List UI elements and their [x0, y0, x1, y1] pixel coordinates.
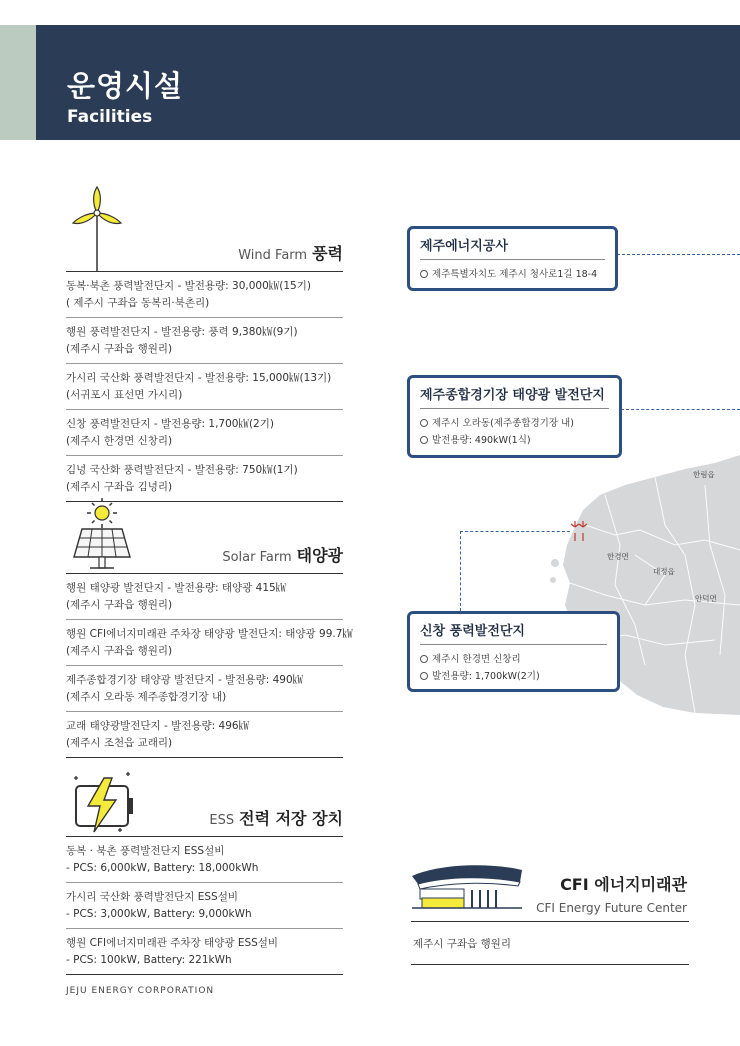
wind-title-en: Wind Farm: [238, 248, 308, 263]
page-title: 운영시설: [67, 69, 184, 103]
cfi-subtitle: CFI Energy Future Center: [536, 901, 687, 915]
card-hq-title: 제주에너지공사: [420, 235, 605, 260]
ess-section: [66, 748, 343, 975]
bullet-icon: [420, 419, 428, 427]
ess-item: [66, 929, 343, 975]
card-stadium-address: 제주시 오라동(제주종합경기장 내): [432, 418, 574, 429]
solar-item-line1: 행원 CFI에너지미래관 주차장 태양광 발전단지: 태양광 99.7㎾: [66, 628, 353, 640]
solar-item: [66, 666, 343, 712]
bullet-icon: [420, 436, 428, 444]
battery-icon: [66, 748, 146, 836]
wind-item-line2: (서귀포시 표선면 가시리): [66, 389, 183, 401]
ess-section-title: [209, 806, 343, 829]
card-sinchang-address: 제주시 한경면 신창리: [432, 654, 521, 665]
ess-item-line2: - PCS: 100kW, Battery: 221kWh: [66, 954, 232, 966]
card-hq: [407, 226, 618, 291]
wind-item-line2: (제주시 구좌읍 김녕리): [66, 481, 173, 493]
solar-item-line2: (제주시 조천읍 교래리): [66, 737, 173, 749]
card-stadium-capacity: 발전용량: 490kW(1식): [432, 435, 531, 446]
ess-item-line1: 가시리 국산화 풍력발전단지 ESS설비: [66, 891, 238, 903]
card-sinchang: [407, 611, 620, 692]
card-stadium: [407, 375, 622, 458]
ess-item-line2: - PCS: 6,000kW, Battery: 18,000kWh: [66, 862, 259, 874]
solar-item-line2: (제주시 오라동 제주종합경기장 내): [66, 691, 227, 703]
wind-item-line1: 동복·북촌 풍력발전단지 - 발전용량: 30,000㎾(15기): [66, 280, 311, 292]
wind-item-line1: 가시리 국산화 풍력발전단지 - 발전용량: 15,000㎾(13기): [66, 372, 332, 384]
solar-section: [66, 485, 353, 758]
wind-turbine-icon: [66, 183, 136, 271]
solar-item: [66, 620, 353, 666]
connector-hq: [617, 254, 740, 255]
connector-sinchang-v: [460, 531, 461, 611]
solar-section-title: [222, 543, 343, 566]
wind-section-header: [66, 183, 343, 272]
map-label-hallim: 한림읍: [693, 470, 715, 479]
ess-item-line1: 동복 · 북촌 풍력발전단지 ESS설비: [66, 845, 225, 857]
ess-item-line1: 행원 CFI에너지미래관 주차장 태양광 ESS설비: [66, 937, 279, 949]
ess-title-en: ESS: [209, 813, 235, 828]
footer-text: JEJU ENERGY CORPORATION: [66, 986, 215, 996]
wind-item: [66, 272, 343, 318]
solar-title-ko: 태양광: [296, 546, 343, 565]
card-sinchang-capacity: 발전용량: 1,700kW(2기): [432, 671, 540, 682]
bullet-icon: [420, 672, 428, 680]
wind-item-line1: 행원 풍력발전단지 - 발전용량: 풍력 9,380㎾(9기): [66, 326, 298, 338]
card-sinchang-line: [420, 651, 607, 668]
solar-item: [66, 574, 343, 620]
connector-stadium: [621, 409, 740, 410]
cfi-building-icon: [408, 862, 526, 910]
wind-item-line2: (제주시 한경면 신창리): [66, 435, 173, 447]
cfi-address: 제주시 구좌읍 행원리: [413, 938, 511, 950]
cfi-divider-top: [411, 921, 689, 922]
wind-item-line2: ( 제주시 구좌읍 동복리·북촌리): [66, 297, 210, 309]
wind-item: [66, 318, 343, 364]
solar-section-header: [66, 485, 343, 574]
wind-section: [66, 183, 343, 502]
bullet-icon: [420, 655, 428, 663]
ess-item: [66, 837, 343, 883]
cfi-divider-bottom: [411, 964, 689, 965]
solar-item-line2: (제주시 구좌읍 행원리): [66, 645, 173, 657]
solar-item-line2: (제주시 구좌읍 행원리): [66, 599, 173, 611]
header-accent-bar: [0, 25, 36, 140]
wind-item: [66, 410, 343, 456]
map-label-andeok: 안덕면: [695, 594, 717, 603]
solar-item-line1: 제주종합경기장 태양광 발전단지 - 발전용량: 490㎾: [66, 674, 304, 686]
wind-item-line1: 김녕 국산화 풍력발전단지 - 발전용량: 750㎾(1기): [66, 464, 298, 476]
map-label-hangyeong: 한경면: [607, 552, 629, 561]
card-sinchang-line: [420, 668, 607, 685]
card-stadium-line: [420, 432, 609, 449]
solar-item-line1: 행원 태양광 발전단지 - 발전용량: 태양광 415㎾: [66, 582, 287, 594]
solar-title-en: Solar Farm: [222, 550, 292, 565]
ess-item: [66, 883, 343, 929]
wind-title-ko: 풍력: [312, 244, 343, 263]
page-subtitle: Facilities: [67, 107, 153, 127]
card-stadium-title: 제주종합경기장 태양광 발전단지: [420, 384, 609, 409]
wind-section-title: [238, 241, 343, 264]
ess-section-header: [66, 748, 343, 837]
solar-item-line1: 교래 태양광발전단지 - 발전용량: 496㎾: [66, 720, 250, 732]
card-hq-line: [420, 266, 605, 283]
bullet-icon: [420, 270, 428, 278]
map-label-daejeong: 대정읍: [653, 567, 675, 576]
card-stadium-line: [420, 415, 609, 432]
cfi-title: CFI 에너지미래관: [560, 875, 687, 894]
wind-item: [66, 364, 343, 410]
ess-item-line2: - PCS: 3,000kW, Battery: 9,000kWh: [66, 908, 252, 920]
wind-item-line1: 신창 풍력발전단지 - 발전용량: 1,700㎾(2기): [66, 418, 274, 430]
card-sinchang-title: 신창 풍력발전단지: [420, 620, 607, 645]
card-hq-address: 제주특별자치도 제주시 청사로1길 18-4: [432, 269, 598, 280]
solar-panel-icon: [66, 485, 146, 573]
connector-sinchang-h: [460, 531, 570, 532]
ess-title-ko: 전력 저장 장치: [239, 809, 343, 828]
wind-item-line2: (제주시 구좌읍 행원리): [66, 343, 173, 355]
